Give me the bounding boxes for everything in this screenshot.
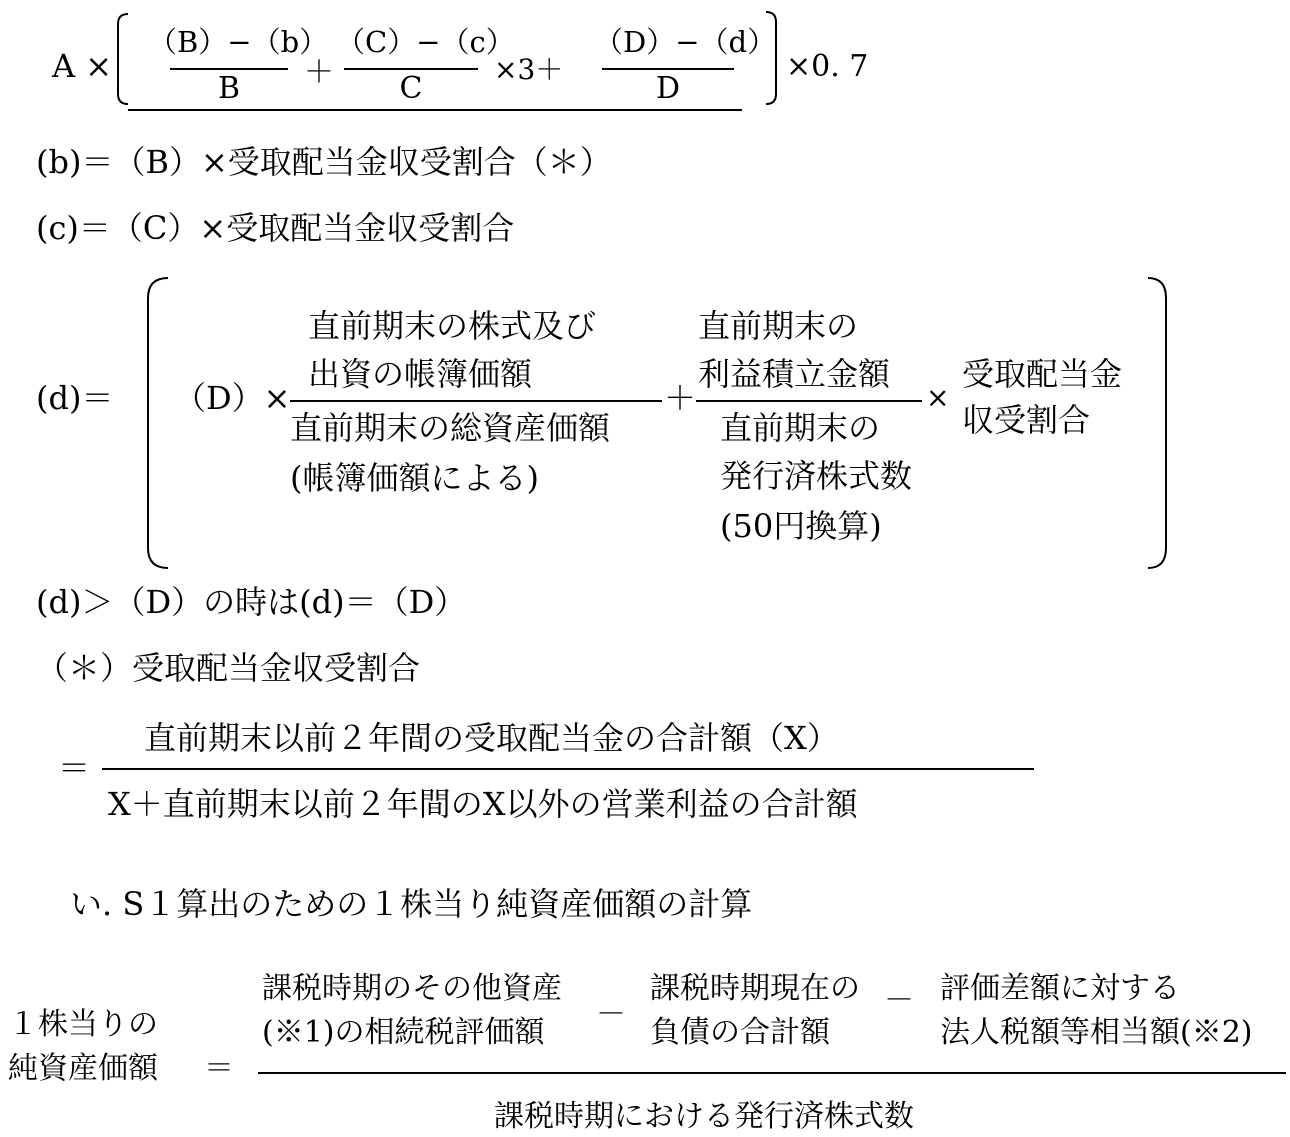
frac-b-numerator: （B）−（b） bbox=[148, 25, 329, 59]
frac2-den-line2: 発行済株式数 bbox=[720, 457, 913, 495]
term2-line2: 負債の合計額 bbox=[650, 1015, 830, 1050]
formula-a-suffix: ×0. 7 bbox=[786, 49, 869, 84]
d-times-label: （D）× bbox=[174, 379, 291, 417]
frac2-den-line3: (50円換算) bbox=[720, 507, 882, 545]
frac1-num-line1: 直前期末の株式及び bbox=[308, 307, 597, 345]
d-left-brace bbox=[148, 278, 168, 568]
net-asset-eq: ＝ bbox=[204, 1051, 234, 1086]
frac-d-numerator: （D）−（d） bbox=[594, 25, 777, 59]
ratio-line2: 収受割合 bbox=[962, 401, 1091, 439]
frac1-den-line1: 直前期末の総資産価額 bbox=[290, 409, 611, 447]
d-lhs: (d)＝ bbox=[36, 379, 114, 417]
formula-a-left-bracket bbox=[118, 14, 128, 104]
ratio-line1: 受取配当金 bbox=[962, 355, 1123, 393]
minus-1: － bbox=[596, 997, 626, 1032]
times-three-plus: ×3＋ bbox=[494, 53, 564, 86]
d-plus: ＋ bbox=[664, 379, 697, 417]
frac-d-denominator: D bbox=[655, 71, 681, 106]
minus-2: － bbox=[884, 983, 914, 1018]
ratio-def-label: （＊）受取配当金収受割合 bbox=[36, 649, 421, 687]
frac2-num-line2: 利益積立金額 bbox=[698, 355, 891, 393]
ratio-def-denominator: X＋直前期末以前２年間のX以外の営業利益の合計額 bbox=[108, 785, 858, 823]
term2-line1: 課税時期現在の bbox=[650, 971, 860, 1006]
frac2-num-line1: 直前期末の bbox=[698, 307, 859, 345]
net-asset-denominator: 課税時期における発行済株式数 bbox=[494, 1099, 914, 1134]
net-asset-lhs-line2: 純資産価額 bbox=[8, 1051, 158, 1086]
section-heading: い. S１算出のための１株当り純資産価額の計算 bbox=[70, 885, 753, 923]
term1-line2: (※1)の相続税評価額 bbox=[262, 1015, 545, 1050]
frac-c-denominator: C bbox=[399, 71, 423, 106]
frac2-den-line1: 直前期末の bbox=[720, 409, 881, 447]
definition-c: (c)＝（C）×受取配当金収受割合 bbox=[36, 209, 515, 247]
term1-line1: 課税時期のその他資産 bbox=[262, 971, 562, 1006]
frac1-num-line2: 出資の帳簿価額 bbox=[308, 355, 533, 393]
d-times: × bbox=[926, 381, 950, 414]
d-right-brace bbox=[1148, 278, 1166, 568]
formula-a-right-bracket bbox=[766, 12, 776, 104]
net-asset-lhs-line1: １株当りの bbox=[8, 1007, 158, 1042]
ratio-def-numerator: 直前期末以前２年間の受取配当金の合計額（X） bbox=[144, 719, 839, 757]
d-condition: (d)＞（D）の時は(d)＝（D） bbox=[36, 583, 467, 621]
term3-line2: 法人税額等相当額(※2) bbox=[940, 1015, 1253, 1050]
definition-b: (b)＝（B）×受取配当金収受割合（＊） bbox=[36, 143, 612, 181]
term3-line1: 評価差額に対する bbox=[940, 971, 1180, 1006]
plus-operator: ＋ bbox=[304, 55, 334, 90]
ratio-def-eq: ＝ bbox=[58, 749, 91, 787]
formula-a-prefix: A × bbox=[52, 47, 113, 85]
frac-b-denominator: B bbox=[217, 71, 241, 106]
frac-c-numerator: （C）−（c） bbox=[336, 25, 515, 59]
frac1-den-line2: (帳簿価額による) bbox=[290, 459, 539, 497]
